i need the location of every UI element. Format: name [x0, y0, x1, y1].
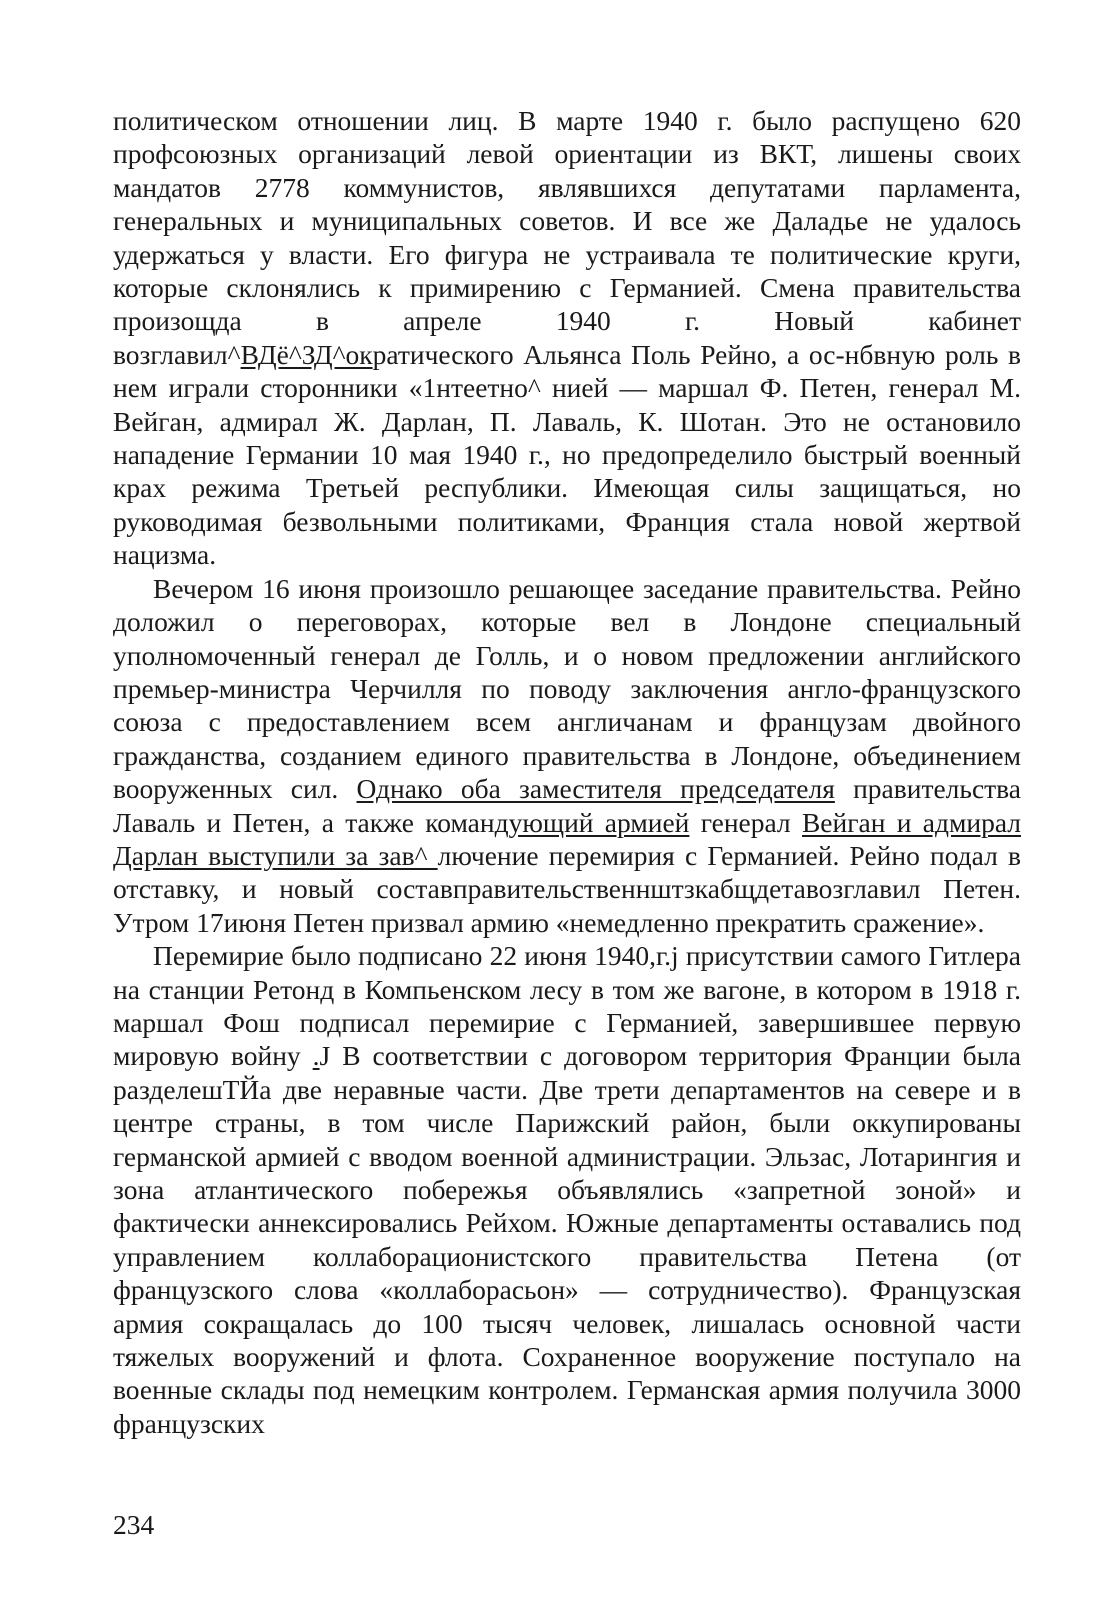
underlined-text-segment: ВДё^ЗД^ок — [240, 338, 373, 370]
page-number: 234 — [113, 1509, 155, 1540]
text-segment: ратического Альянса Поль Рейно, а ос-нбвную роль в нем играли сторонники «1нтеетно^ нией — маршал Ф. Петен, генерал М. Вейган, адмирал Ж. Дарлан, П. Лаваль, К. Шотан. Это не остановило нападение Германии 10 мая 1940 г., но предопределило быстрый военный крах режима Третьей республики. Имеющая силы защищаться, но руководимая безвольными политиками, Франция стала новой жертвой нацизма. — [113, 338, 1021, 571]
paragraph-2 — [113, 572, 1021, 939]
text-segment: правительства Лаваль и Петен, а также коман — [113, 773, 1021, 838]
text-segment: Перемирие было подписано 22 июня 1940,г.j присутствии самого Гитлера на станции Ретонд в Компьенском лесу в том же вагоне, в котором в 1918 г. маршал Фош подписал перемирие с Германией, завершившее первую мировую войну — [113, 940, 1021, 1072]
text-segment: J В соответствии с договором территория Франции была разделешТЙа две неравные части. Две трети департаментов на севере и в центре страны, в том числе Парижский район, были оккупированы германской армией с вводом военной администрации. Эльзас, Лотарингия и зона атлантического побережья объявлялись «запретной зоной» и фактически аннексировались Рейхом. Южные департаменты оставались под управлением коллаборационистского правительства Петена (от французского слова «коллаборасьон» — сотрудничество). Французская армия сокращалась до 100 тысяч человек, лишалась основной части тяжелых вооружений и флота. Сохраненное вооружение поступало на военные склады под немецким контролем. Германская армия получила 3000 французских — [113, 1040, 1021, 1439]
underlined-text-segment: Однако оба заместителя председателя — [356, 773, 835, 805]
underlined-text-segment: дующий армией — [494, 806, 690, 838]
underlined-text-segment: Вейган и адмирал Дарлан выступили за зав^ — [113, 806, 1021, 871]
paragraph-1 — [113, 104, 1021, 572]
text-segment: Вечером 16 июня произошло решающее заседание правительства. Рейно доложил о переговорах, которые вел в Лондоне специальный уполномоченный генерал де Голль, и о новом предложении английского премьер-министра Черчилля по поводу заключения англо-французского союза с предоставлением всем англичанам и французам двойного гражданства, созданием единого правительства в Лондоне, объединением вооруженных сил. — [113, 572, 1021, 805]
text-segment: лючение перемирия с Германией. Рейно подал в отставку, и новый составправительственнштзкабщдетавозглавил Петен. Утром 17июня Петен призвал армию «немедленно прекратить сражение». — [113, 839, 1021, 938]
text-segment: политическом отношении лиц. В марте 1940 г. было распущено 620 профсоюзных организаций левой ориентации из ВКТ, лишены своих мандатов 2778 коммунистов, являвшихся депутатами парламента, генеральных и муниципальных советов. И все же Даладье не удалось удержаться у власти. Его фигура не устраивала те политические круги, которые склонялись к примирению с Германией. Смена правительства произощда в апреле 1940 г. Новый кабинет возглавил^ — [113, 105, 1021, 370]
paragraph-3 — [113, 939, 1021, 1440]
text-segment: генерал — [689, 806, 802, 838]
underlined-text-segment: . — [312, 1040, 320, 1072]
page-body — [113, 104, 1021, 1440]
